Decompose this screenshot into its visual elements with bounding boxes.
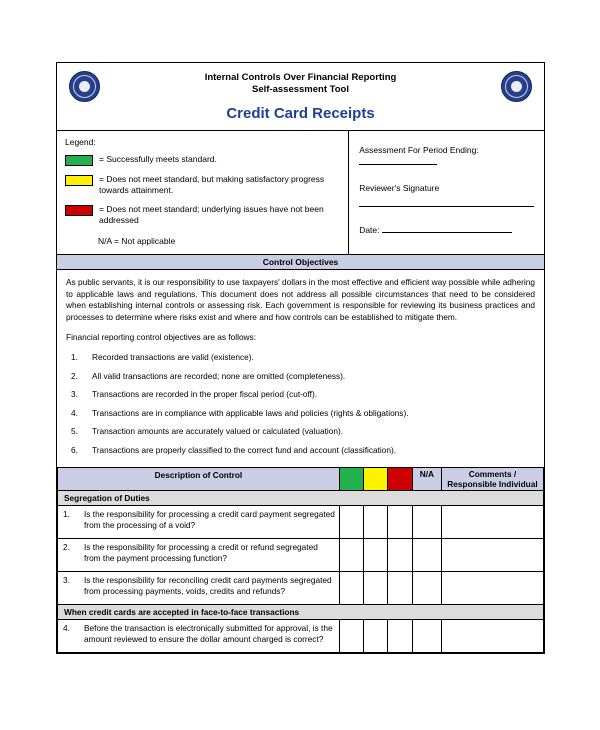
header-line-2: Self-assessment Tool — [252, 84, 349, 95]
row-text: Before the transaction is electronically submitted for approval, is the amount reviewed to ensure the dollar amount charged is correct? — [84, 622, 333, 645]
control-description-cell — [58, 505, 340, 538]
legend-item-na: N/A = Not applicable — [98, 236, 176, 246]
objective-item — [66, 371, 535, 383]
control-description-cell — [58, 571, 340, 604]
legend-item-label: = Does not meet standard; underlying issues have not been addressed — [99, 204, 324, 225]
col-description: Description of Control — [58, 467, 340, 490]
reviewer-signature-label: Reviewer's Signature — [359, 183, 440, 193]
na-checkbox-cell[interactable] — [412, 619, 441, 652]
table-row — [58, 505, 544, 538]
row-number: 3. — [63, 574, 70, 585]
na-checkbox-cell[interactable] — [412, 538, 441, 571]
objective-item — [66, 352, 535, 364]
legend-item-label: = Does not meet standard, but making satisfactory progress towards attainment. — [99, 174, 325, 195]
objectives-paragraph: As public servants, it is our responsibility to use taxpayers' dollars in the most effective and efficient way possible while adhering to applicable laws and regulations. This document does not address all possible circumstances that need to be considered when establishing internal controls or assessing risk. Each government is responsible for reviewing its business practices and processes to determine where risks exist and where and how controls can be established to mitigate them. — [66, 277, 535, 322]
objective-number: 2. — [71, 370, 78, 381]
green-checkbox-cell[interactable] — [339, 619, 363, 652]
comments-cell[interactable] — [441, 505, 543, 538]
objective-item — [66, 408, 535, 420]
yellow-checkbox-cell[interactable] — [364, 571, 388, 604]
comments-cell[interactable] — [441, 538, 543, 571]
red-checkbox-cell[interactable] — [388, 505, 412, 538]
objective-text: Transactions are recorded in the proper fiscal period (cut-off). — [92, 389, 318, 400]
row-number: 1. — [63, 508, 70, 519]
legend-and-form-section — [57, 130, 544, 254]
objective-number: 5. — [71, 426, 78, 437]
objective-number: 3. — [71, 389, 78, 400]
objective-text: Transaction amounts are accurately valued or calculated (valuation). — [92, 426, 344, 437]
objective-number: 4. — [71, 407, 78, 418]
control-objectives-bar: Control Objectives — [57, 254, 544, 270]
legend-item-red — [65, 204, 340, 226]
objectives-lead-in: Financial reporting control objectives are as follows: — [66, 332, 256, 343]
objective-text: Transactions are in compliance with applicable laws and policies (rights & obligations). — [92, 407, 409, 418]
red-checkbox-cell[interactable] — [388, 538, 412, 571]
objective-item — [66, 389, 535, 401]
objective-number: 6. — [71, 444, 78, 455]
control-objectives-body — [57, 270, 544, 467]
col-green-rating — [339, 467, 363, 490]
state-seal-icon — [501, 71, 532, 102]
col-red-rating — [388, 467, 412, 490]
green-checkbox-cell[interactable] — [339, 571, 363, 604]
document-header — [57, 63, 544, 130]
reviewer-signature-field[interactable] — [359, 183, 534, 207]
date-input[interactable] — [382, 223, 512, 233]
green-checkbox-cell[interactable] — [339, 505, 363, 538]
period-ending-field[interactable] — [359, 145, 534, 167]
row-text: Is the responsibility for processing a credit or refund segregated from the payment processing function? — [84, 541, 318, 564]
section-title: Segregation of Duties — [58, 490, 544, 505]
col-yellow-rating — [364, 467, 388, 490]
table-row — [58, 538, 544, 571]
yellow-checkbox-cell[interactable] — [364, 619, 388, 652]
table-row — [58, 571, 544, 604]
reviewer-signature-input[interactable] — [359, 195, 534, 207]
objective-text: Recorded transactions are valid (existence). — [92, 351, 254, 362]
objective-item — [66, 445, 535, 457]
legend-item-green — [65, 154, 340, 166]
period-ending-label: Assessment For Period Ending: — [359, 145, 479, 155]
row-text: Is the responsibility for reconciling credit card payments segregated from processing payments, voids, credits and refunds? — [84, 574, 332, 597]
table-row — [58, 619, 544, 652]
row-text: Is the responsibility for processing a credit card payment segregated from the processing of a void? — [84, 508, 335, 531]
control-description-cell — [58, 619, 340, 652]
date-label: Date: — [359, 225, 380, 235]
section-header-row — [58, 490, 544, 505]
form-fields-block — [349, 131, 544, 254]
objective-number: 1. — [71, 351, 78, 362]
red-swatch-icon — [65, 205, 93, 216]
section-title: When credit cards are accepted in face-to-face transactions — [58, 604, 544, 619]
header-line-1: Internal Controls Over Financial Reporting — [204, 72, 397, 83]
na-checkbox-cell[interactable] — [412, 505, 441, 538]
date-field[interactable] — [359, 223, 534, 235]
control-description-cell — [58, 538, 340, 571]
objective-text: Transactions are properly classified to the correct fund and account (classification). — [92, 444, 397, 455]
row-number: 2. — [63, 541, 70, 552]
col-comments: Comments / Responsible Individual — [441, 467, 543, 490]
state-seal-icon — [69, 71, 100, 102]
green-checkbox-cell[interactable] — [339, 538, 363, 571]
na-checkbox-cell[interactable] — [412, 571, 441, 604]
col-na: N/A — [412, 467, 441, 490]
control-table — [57, 467, 544, 653]
row-number: 4. — [63, 622, 70, 633]
red-checkbox-cell[interactable] — [388, 571, 412, 604]
legend-item-label: = Successfully meets standard. — [99, 154, 217, 164]
document-page — [56, 62, 545, 654]
legend-title: Legend: — [65, 137, 96, 147]
legend-item-yellow — [65, 174, 340, 196]
legend-block — [57, 131, 349, 254]
comments-cell[interactable] — [441, 571, 543, 604]
yellow-checkbox-cell[interactable] — [364, 505, 388, 538]
period-ending-input[interactable] — [359, 155, 437, 165]
page-title: Credit Card Receipts — [226, 105, 375, 122]
section-header-row — [58, 604, 544, 619]
objective-item — [66, 426, 535, 438]
yellow-swatch-icon — [65, 175, 93, 186]
control-table-header-row — [58, 467, 544, 490]
yellow-checkbox-cell[interactable] — [364, 538, 388, 571]
objectives-list — [66, 352, 535, 457]
green-swatch-icon — [65, 155, 93, 166]
red-checkbox-cell[interactable] — [388, 619, 412, 652]
objective-text: All valid transactions are recorded; none are omitted (completeness). — [92, 370, 346, 381]
comments-cell[interactable] — [441, 619, 543, 652]
